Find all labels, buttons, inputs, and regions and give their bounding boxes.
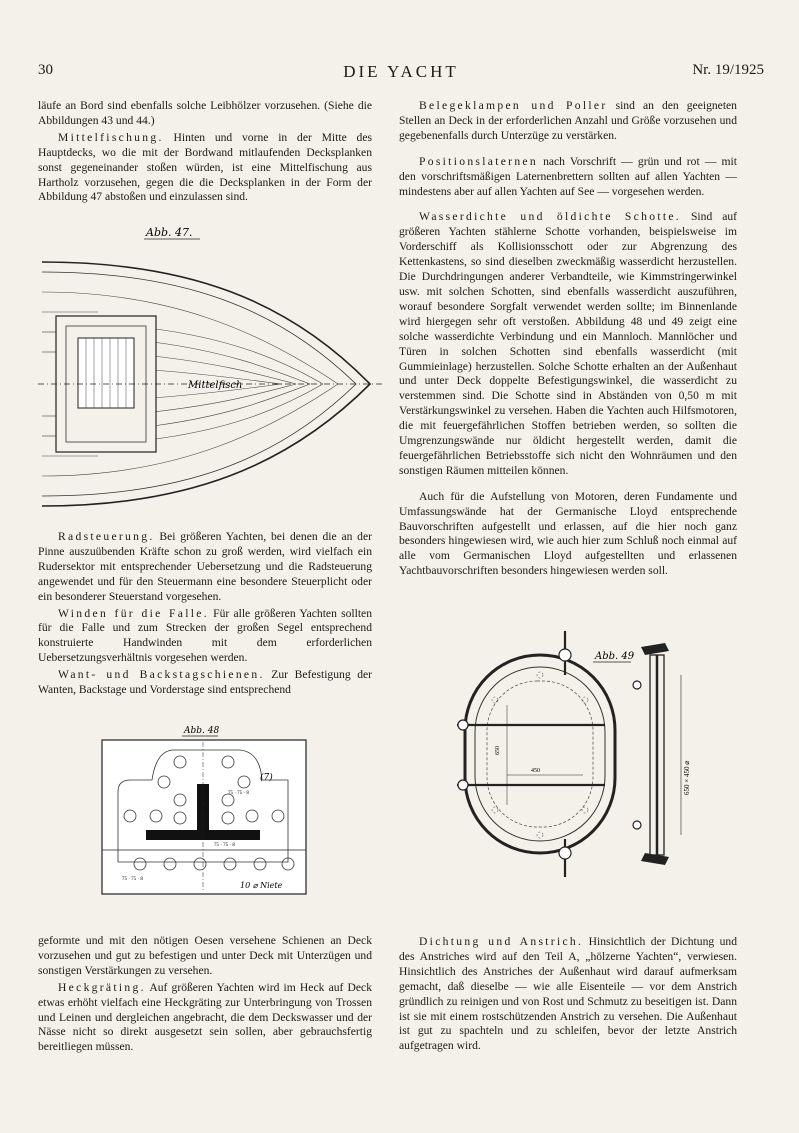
paragraph-schotte [399, 210, 737, 478]
figure-caption: Abb. 48 [184, 726, 220, 736]
section-heading: Dichtung und Anstrich. [419, 935, 584, 948]
section-heading: Winden für die Falle. [58, 606, 209, 620]
paragraph-body: Hinsichtlich der Dichtung und des Anstriches wird auf den Teil A, „hölzerne Yachten“, verwiesen. Hinsichtlich des Anstriches der Außenhaut wird darauf aufmerksam gemacht, daß dieselbe — wie alle Eisenteile — vor dem Anstrich gründlich zu reinigen und von Rost und Schmutz zu beseitigen ist. Dann ist sie mit einem rostschützenden Anstrich zu versehen. Die Außenhaut ist gut zu spachteln und zu schleifen, bevor der letzte Anstrich aufgetragen wird. [399, 935, 738, 1053]
dimension-label: 75 · 75 · 8 [214, 843, 235, 848]
paragraph-dichtung [399, 935, 737, 1054]
paragraph-positionslaternen [399, 155, 737, 200]
figure-marker: (7) [260, 773, 273, 783]
paragraph-body: Sind auf größeren Yachten stählerne Schotte vorhanden, beispielsweise im Vorderschiff als Kollisionsschott oder zur Abgrenzung des Kettenkastens, so sind dieselben zweckmäßig wasserdicht herzustellen. Die Durchdringungen anderer Verbandteile, wie Kimmstringerwinkel usw. mit solchen Schotten, sind ebenfalls wasserdicht auszuführen, worauf besondere Sorgfalt verwendet werden sollte; im Binnenlande wird hiergegen sehr oft verstoßen. Abbildung 48 und 49 zeigt eine solche wasserdichte Verbindung und ein Mannloch. Mannlöcher und Türen in solchen Schotten sind ebenfalls wasserdicht (mit Gummieinlage) herzustellen. Solche Schotte erhalten an der Außenhaut und unter Deck doppelte Befestigungswinkel, die wasserdicht zu verstemmen sind. Die Schotte sind in Abständen von 0,50 m mit Verstärkungswinkel zu versehen. Haben die Yachten auch Hilfsmotoren, die mit feuergefährlichen Stoffen betrieben werden, so sollten die Umgrenzungswände nur öldicht hergestellt werden, damit die feuergefährlichen Betriebsstoffe sich nicht den Wohnräumen und den sonstigen Räumen mitteilen können. [399, 210, 737, 477]
paragraph-schienen [38, 668, 372, 698]
figure-49 [455, 625, 710, 880]
page-number: 30 [38, 62, 53, 78]
paragraph-body: sind an den geeigneten Stellen an Deck in der erforderlichen Anzahl und Größe vorzusehen und gegebenenfalls durch Unterzüge zu verstärken. [399, 99, 737, 142]
paragraph-body: Hinten und vorne in der Mitte des Hauptdecks, wo die mit der Bordwand mitlaufenden Decksplanken sonst gegeneinander stoßen würden, ist eine Mittelfischung aus Hartholz vorzusehen, gegen die die Decksplanken in der Form der Abbildung 47 abstoßen und einzulassen sind. [38, 130, 372, 204]
dimension-label: 650 × 450 ⌀ [683, 760, 691, 795]
paragraph: geformte und mit den nötigen Oesen versehene Schienen an Deck vorzusehen und gut zu befestigen und unter Deck mit Unterzügen und sonstigen Verstärkungen zu versehen. [38, 934, 372, 977]
paragraph: läufe an Bord sind ebenfalls solche Leibhölzer vorzusehen. (Siehe die Abbildungen 43 und 44.) [38, 99, 372, 127]
dimension-label: 650 [495, 746, 501, 755]
left-column-middle [38, 530, 372, 698]
section-heading: Mittelfischung. [58, 130, 164, 144]
section-heading: Radsteuerung. [58, 530, 155, 543]
paragraph-germanischer-lloyd: Auch für die Aufstellung von Motoren, deren Fundamente und Umfassungswände hat der Germanische Lloyd entsprechende Bauvorschriften aufgestellt und erlassen, auf die hier noch ganz besonders hingewiesen wird, wie auch hier zum Schluß noch einmal auf alle vom Germanischen Lloyd aufgestellten und erlassenen Yachtbauvorschriften besonders hingewiesen werden soll. [399, 489, 737, 578]
paragraph-body: nach Vorschrift — grün und rot — mit den vorschriftsmäßigen Laternenbrettern sollten auf allen Yachten — mindestens aber auf allen Yachten auf See — vorgesehen werden. [399, 154, 737, 198]
left-column-top [38, 99, 372, 205]
dimension-label: 75 · 75 · 8 [122, 877, 143, 882]
figure-48 [100, 722, 310, 897]
paragraph-body: Zur Befestigung der Wanten, Backstage und Vorderstage sind entsprechend [38, 668, 372, 697]
figure-caption: Abb. 49 [595, 651, 635, 662]
paragraph-body: Auf größeren Yachten wird im Heck auf Deck etwas erhöht vielfach eine Heckgräting zur Unterbringung von Trossen und Leinen und dergleichen angebracht, die dem Deckswasser und der Nässe nicht so direkt ausgesetzt sein sollen, aber gebrauchsfertig bereitliegen müssen. [38, 980, 372, 1054]
paragraph-mittelfischung [38, 131, 372, 206]
dimension-label: 450 [531, 768, 540, 774]
figure-note: 10 ⌀ Niete [240, 881, 283, 890]
left-column-bottom [38, 934, 372, 1055]
section-heading: Heckgräting. [58, 980, 146, 994]
section-heading: Positionslaternen [419, 154, 538, 168]
figure-47 [38, 220, 383, 520]
section-heading: Want- und Backstagschienen. [58, 668, 265, 682]
paragraph-body: Bei größeren Yachten, bei denen die an der Pinne auszuübenden Kräfte schon zu groß werden, wird vielfach ein Rudersektor mit entsprechender Uebersetzung und die Radsteuerung angewendet und für den Steuermann eine besondere Steuerplicht oder ein besonderer Steuerstand vorgesehen. [38, 530, 372, 603]
figure-caption: Abb. 47. [146, 226, 193, 239]
paragraph-winden [38, 607, 372, 667]
right-column-bottom [399, 935, 737, 1054]
figure-label: Mittelfisch [188, 380, 243, 391]
section-heading: Belegeklampen und Poller [419, 99, 608, 112]
paragraph-body: Für alle größeren Yachten sollten für die Falle und zum Strecken der großen Segel entsprechend konstruierte Handwinden mit dem erforderlichen Uebersetzungsverhältnis vorgesehen werden. [38, 606, 372, 665]
paragraph-belegeklampen [399, 99, 737, 144]
right-column-top [399, 99, 737, 579]
section-heading: Wasserdichte und öldichte Schotte. [419, 210, 682, 224]
dimension-label: 75 · 75 · 8 [228, 791, 249, 796]
paragraph-heckgraeting [38, 981, 372, 1056]
issue-number: Nr. 19/1925 [692, 62, 764, 78]
paragraph-radsteuerung [38, 530, 372, 605]
journal-title: DIE YACHT [343, 62, 459, 81]
page-header [38, 62, 764, 86]
